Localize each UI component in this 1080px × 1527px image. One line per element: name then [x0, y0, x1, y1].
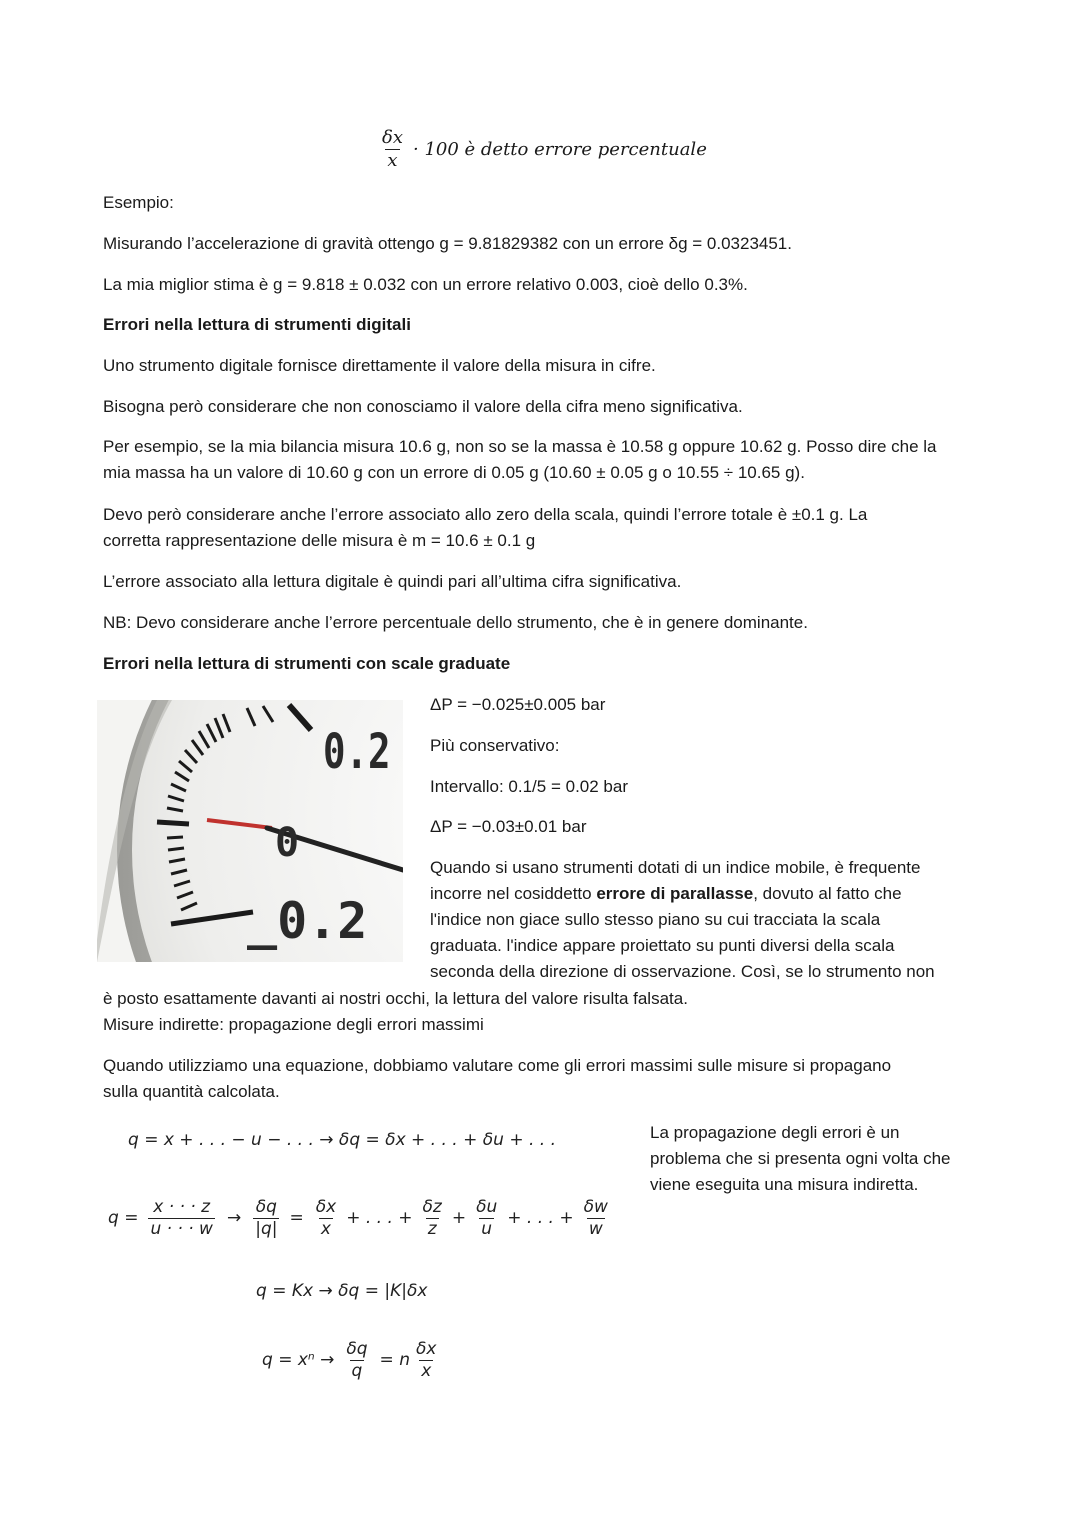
- eq2-frac-z: [421, 1198, 444, 1238]
- percent-error-formula: [378, 128, 707, 171]
- digital-p4b: corretta rappresentazione delle misura è m = 10.6 ± 0.1 g: [103, 531, 536, 550]
- eq2-plus-dots: + . . . +: [346, 1208, 413, 1229]
- eq2-plus: +: [451, 1208, 467, 1229]
- eq2-dx: δx: [315, 1197, 337, 1217]
- digital-p2: Bisogna però considerare che non conosciamo il valore della cifra meno significativa.: [103, 397, 743, 416]
- eq2-lhs: q =: [108, 1208, 139, 1229]
- equation-sum: q = x + . . . − u − . . . → δq = δx + . . . + δu + . . .: [128, 1130, 556, 1150]
- eq2-plus-dots-2: + . . . +: [507, 1208, 574, 1229]
- digital-p3b: mia massa ha un valore di 10.60 g con un errore di 0.05 g (10.60 ± 0.05 g o 10.55 ÷ 10.65 g).: [103, 463, 805, 482]
- eq4-dq: δq: [346, 1339, 368, 1359]
- example-line-2: La mia miglior stima è g = 9.818 ± 0.032 con un errore relativo 0.003, cioè dello 0.3%.: [103, 275, 748, 294]
- eq2-dw: δw: [583, 1197, 608, 1217]
- parallax-line-3: l'indice non giace sullo stesso piano su cui tracciata la scala: [430, 910, 881, 929]
- eq2-den: u · · · w: [150, 1218, 213, 1239]
- parallax-text: , dovuto al fatto che: [753, 884, 902, 903]
- reading-4: ΔP = −0.03±0.01 bar: [430, 817, 587, 836]
- side-note-3: viene eseguita una misura indiretta.: [650, 1175, 919, 1194]
- parallax-line-4: graduata. l'indice appare proiettato su punti diversi della scala: [430, 936, 895, 955]
- eq4-frac-q: [344, 1340, 369, 1380]
- eq2-absq: |q|: [255, 1218, 278, 1239]
- eq4-x: x: [421, 1360, 432, 1381]
- parallax-line-1: Quando si usano strumenti dotati di un indice mobile, è frequente: [430, 858, 921, 877]
- eq2-dz: δz: [422, 1197, 442, 1217]
- reading-1: ΔP = −0.025±0.005 bar: [430, 695, 606, 714]
- parallax-term: errore di parallasse: [596, 884, 754, 903]
- side-note-1: La propagazione degli errori è un: [650, 1123, 900, 1142]
- eq2-w: w: [588, 1218, 603, 1239]
- eq2-num: x · · · z: [153, 1197, 211, 1217]
- gauge-illustration: [97, 700, 403, 962]
- reading-3: Intervallo: 0.1/5 = 0.02 bar: [430, 777, 628, 796]
- gauge-label-top: 0.2: [323, 724, 391, 781]
- propagation-p1b: sulla quantità calcolata.: [103, 1082, 280, 1101]
- eq2-frac-w: [582, 1198, 610, 1238]
- fraction: [380, 128, 405, 171]
- parallax-line-6: è posto esattamente davanti ai nostri occhi, la lettura del valore risulta falsata.: [103, 989, 688, 1008]
- digital-p6: NB: Devo considerare anche l’errore percentuale dello strumento, che è in genere dominante.: [103, 613, 808, 632]
- gauge-label-zero: 0: [275, 820, 300, 866]
- propagation-p1a: Quando utilizziamo una equazione, dobbiamo valutare come gli errori massimi sulle misure si propagano: [103, 1056, 892, 1075]
- side-note-2: problema che si presenta ogni volta che: [650, 1149, 951, 1168]
- equation-product: [108, 1198, 612, 1238]
- heading-graduated: Errori nella lettura di strumenti con scale graduate: [103, 654, 511, 673]
- eq4-mid: = n: [379, 1350, 410, 1371]
- eq2-frac-main: [148, 1198, 215, 1238]
- eq2-frac-u: [474, 1198, 499, 1238]
- eq4-lhs: q = xⁿ →: [262, 1350, 335, 1371]
- parallax-line-5: seconda della direzione di osservazione. Così, se lo strumento non: [430, 962, 935, 981]
- digital-p3a: Per esempio, se la mia bilancia misura 10.6 g, non so se la massa è 10.58 g oppure 10.62 g. Posso dire che la: [103, 437, 937, 456]
- eq2-equals: =: [289, 1208, 304, 1229]
- numerator: δx: [382, 127, 403, 148]
- eq2-x: x: [320, 1218, 331, 1239]
- eq2-du: δu: [476, 1197, 498, 1217]
- eq2-dq: δq: [255, 1197, 277, 1217]
- example-label: Esempio:: [103, 193, 174, 212]
- equation-power: [262, 1340, 440, 1380]
- eq4-q: q: [351, 1360, 363, 1381]
- eq2-z: z: [427, 1218, 437, 1239]
- heading-digital: Errori nella lettura di strumenti digitali: [103, 315, 411, 334]
- parallax-text: incorre nel cosiddetto: [430, 884, 597, 903]
- denominator: x: [387, 149, 398, 171]
- gauge-label-bottom: _0.2: [247, 892, 368, 950]
- digital-p4a: Devo però considerare anche l’errore associato allo zero della scala, quindi l’errore totale è ±0.1 g. La: [103, 505, 868, 524]
- pressure-gauge-image: [97, 700, 403, 962]
- eq2-u: u: [481, 1218, 493, 1239]
- example-line-1: Misurando l’accelerazione di gravità ottengo g = 9.81829382 con un errore δg = 0.0323451.: [103, 234, 792, 253]
- digital-p1: Uno strumento digitale fornisce direttamente il valore della misura in cifre.: [103, 356, 656, 375]
- eq4-frac-x: [414, 1340, 438, 1380]
- formula-text: · 100 è detto errore percentuale: [413, 138, 707, 160]
- equation-constant: q = Kx → δq = |K|δx: [256, 1281, 428, 1301]
- parallax-line-2: [430, 884, 902, 904]
- eq2-frac-x: [314, 1198, 338, 1238]
- eq4-dx: δx: [415, 1339, 437, 1359]
- reading-2: Più conservativo:: [430, 736, 560, 755]
- eq2-frac-q: [253, 1198, 279, 1238]
- digital-p5: L’errore associato alla lettura digitale è quindi pari all’ultima cifra significativa.: [103, 572, 682, 591]
- eq2-arrow: →: [226, 1208, 242, 1229]
- indirect-heading: Misure indirette: propagazione degli errori massimi: [103, 1015, 484, 1034]
